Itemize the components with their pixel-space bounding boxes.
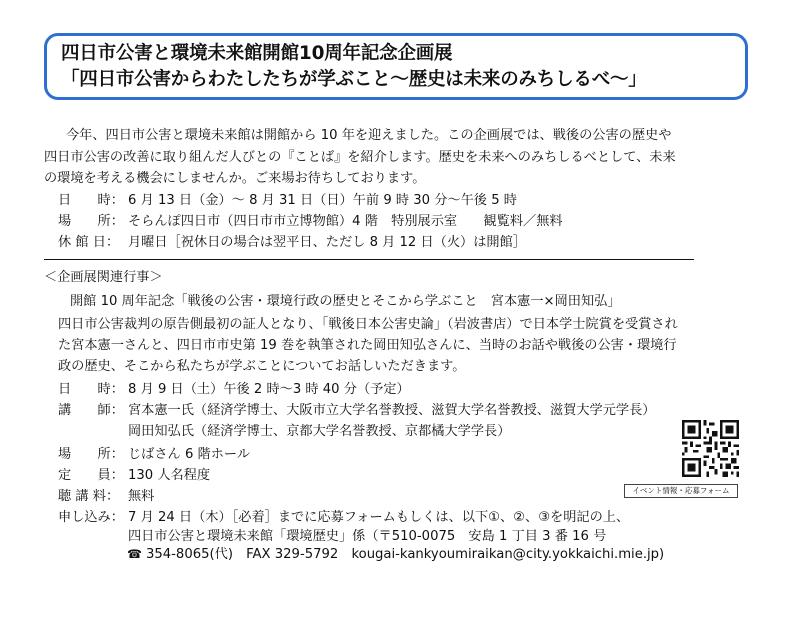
exhibition-place-label: 場 所： [58,214,124,229]
event-date-value: 8 月 9 日（土）午後 2 時〜3 時 40 分（予定） [128,382,410,397]
event-desc-2: た宮本憲一さんと、四日市市史第 19 巻を執筆された岡田知弘さんに、当時のお話や戦後の公害・環境行 [58,338,677,353]
page-title: 四日市公害と環境未来館開館10周年記念企画展 [61,43,453,64]
exhibition-closed-value: 月曜日［祝休日の場合は翌平日、ただし 8 月 12 日（火）は開館］ [128,235,526,250]
event-speaker-2: 岡田知弘氏（経済学博士、京都大学名誉教授、京都橘大学学長） [128,424,511,439]
event-date-label: 日 時： [58,382,124,397]
exhibition-date-label: 日 時： [58,193,124,208]
event-speaker-label: 講 師： [58,403,124,418]
section-divider [44,259,694,260]
event-place-label: 場 所： [58,447,124,462]
event-fee-value: 無料 [128,489,155,504]
event-desc-3: 政の歴史、そこから私たちが学ぶことについてお話しいただきます。 [58,359,466,374]
phone-icon: ☎ [127,547,142,561]
qr-caption: イベント情報・応募フォーム [624,484,738,498]
event-place-value: じばさん 6 階ホール [128,447,251,462]
qr-code[interactable] [682,420,739,477]
event-heading: ＜企画展関連行事＞ [44,270,163,285]
page-subtitle: 「四日市公害からわたしたちが学ぶこと〜歴史は未来のみちしるべ〜」 [61,69,647,90]
event-speaker-1: 宮本憲一氏（経済学博士、大阪市立大学名誉教授、滋賀大学名誉教授、滋賀大学元学長） [128,403,656,418]
title-box [44,33,748,100]
event-capacity-value: 130 人名程度 [128,468,211,483]
intro-line-2: 四日市公害の改善に取り組んだ人びとの『ことば』を紹介します。歴史を未来へのみちしるべとして、未来 [44,150,676,165]
exhibition-place-value: そらんぽ四日市（四日市市立博物館）4 階 特別展示室 観覧料／無料 [128,214,563,229]
event-apply-1: 7 月 24 日（木）［必着］までに応募フォームもしくは、以下①、②、③を明記の上、 [128,510,630,525]
exhibition-date-value: 6 月 13 日（金）〜 8 月 31 日（日）午前 9 時 30 分〜午後 5 時 [128,193,517,208]
intro-line-1: 今年、四日市公害と環境未来館は開館から 10 年を迎えました。この企画展では、戦後の公害の歴史や [66,128,672,143]
event-fee-label: 聴 講 料： [58,489,120,504]
event-capacity-label: 定 員： [58,468,124,483]
exhibition-closed-label: 休 館 日： [58,235,120,250]
event-title: 開館 10 周年記念「戦後の公害・環境行政の歴史とそこから学ぶこと 宮本憲一×岡田知弘」 [70,294,621,309]
event-apply-2: 四日市公害と環境未来館「環境歴史」係（〒510-0075 安島 1 丁目 3 番 16 号 [128,529,607,544]
event-apply-label: 申し込み： [58,510,124,525]
event-desc-1: 四日市公害裁判の原告側最初の証人となり、「戦後日本公害史論」（岩波書店）で日本学士院賞を受賞され [58,317,678,332]
intro-line-3: の環境を考える機会にしませんか。ご来場お待ちしております。 [44,171,426,186]
event-contact: 354-8065(代) FAX 329-5792 kougai-kankyoumiraikan@city.yokkaichi.mie.jp) [146,547,665,562]
